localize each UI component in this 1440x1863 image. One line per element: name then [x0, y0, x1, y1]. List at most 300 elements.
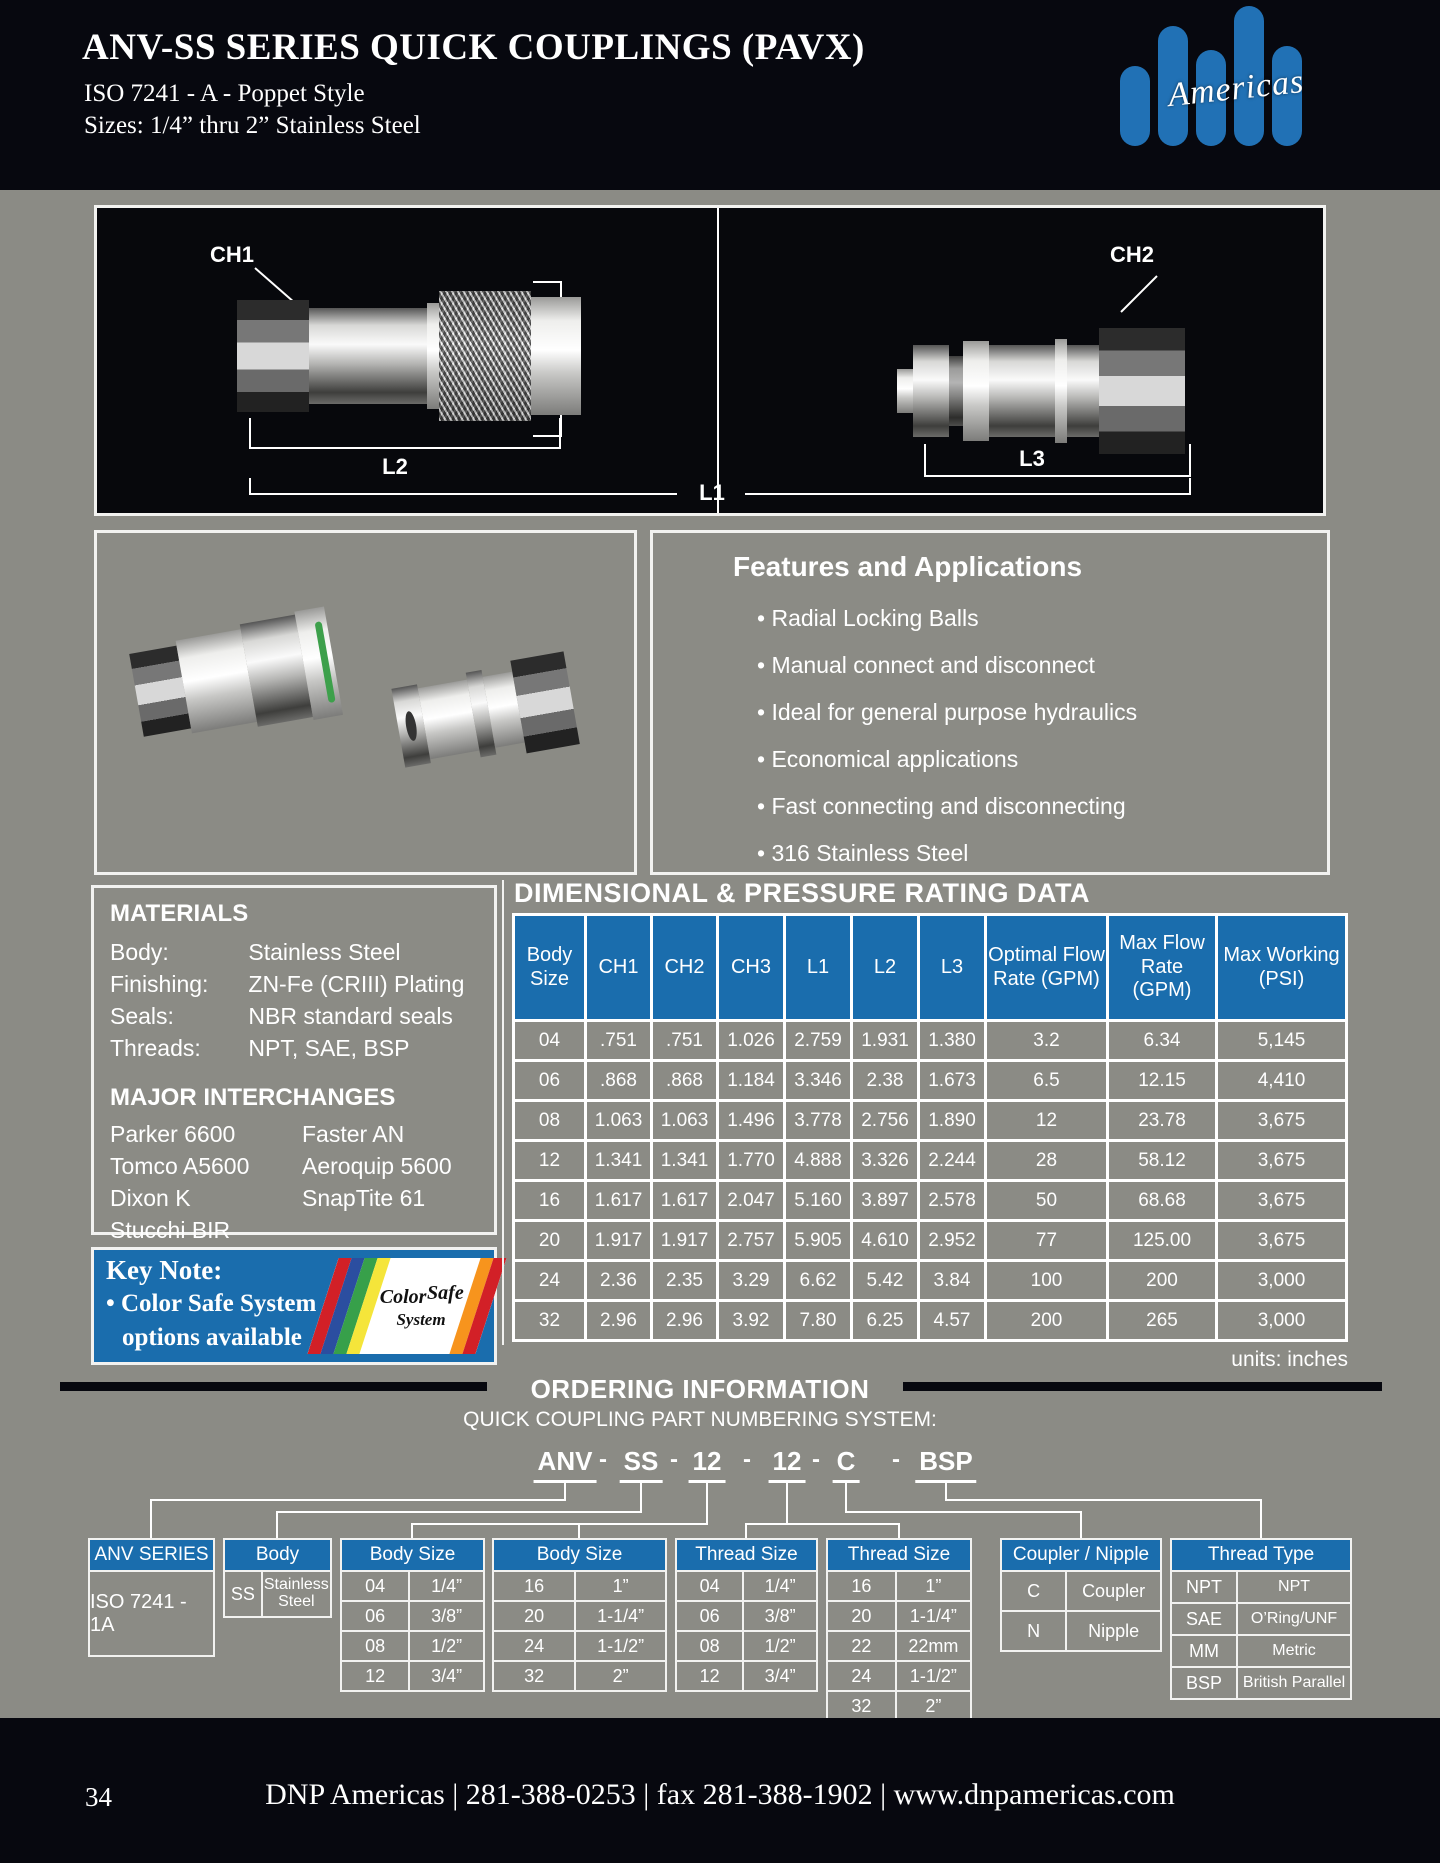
connector-line — [746, 1482, 787, 1538]
table-row — [515, 1222, 1345, 1259]
table-cell: 7.80 — [786, 1302, 850, 1339]
table-cell: 2.759 — [786, 1022, 850, 1059]
dimension-label-l1: L1 — [699, 480, 725, 505]
code-cell: 04 — [677, 1572, 742, 1600]
table-cell: 12.15 — [1109, 1062, 1215, 1099]
part-separator: - — [812, 1446, 820, 1473]
nipple-photo — [385, 624, 584, 802]
table-cell: 32 — [515, 1302, 584, 1339]
value-cell: NPT — [1238, 1572, 1350, 1602]
table-cell: 1.917 — [653, 1222, 716, 1259]
table-cell: 5.42 — [853, 1262, 917, 1299]
coupling-part — [1055, 339, 1067, 443]
table-header-row — [515, 916, 1345, 1019]
table-row — [515, 1142, 1345, 1179]
interchange-item: Dixon K — [110, 1185, 191, 1211]
table-cell: 1.063 — [587, 1102, 650, 1139]
ordering-box-coupler-nipple — [1000, 1538, 1162, 1652]
connector-line — [412, 1482, 707, 1538]
ordering-row — [1172, 1668, 1350, 1698]
code-cell: 08 — [677, 1632, 742, 1660]
ordering-row — [1172, 1572, 1350, 1602]
interchange-item: SnapTite 61 — [302, 1185, 426, 1211]
key-note-line2: options available — [122, 1324, 302, 1351]
logo-americas-text: Americas — [1166, 62, 1306, 115]
table-cell: 6.34 — [1109, 1022, 1215, 1059]
dimension-diagram-panel — [94, 205, 1326, 516]
code-cell: 12 — [677, 1662, 742, 1690]
feature-item: • Radial Locking Balls — [757, 595, 1311, 642]
table-cell: 12 — [515, 1142, 584, 1179]
table-body — [515, 1022, 1345, 1339]
interchanges-columns — [110, 1118, 494, 1246]
code-cell: 24 — [494, 1632, 574, 1660]
feature-item: • Fast connecting and disconnecting — [757, 783, 1311, 830]
table-cell: 08 — [515, 1102, 584, 1139]
features-list — [733, 595, 1311, 877]
page-header — [0, 0, 1440, 190]
table-cell: 1.026 — [719, 1022, 783, 1059]
table-cell: 12 — [987, 1102, 1106, 1139]
ordering-row — [494, 1602, 665, 1630]
value-cell: 22mm — [897, 1632, 970, 1660]
l1-line-left — [250, 478, 677, 494]
table-cell: 1.617 — [653, 1182, 716, 1219]
ordering-row — [1172, 1636, 1350, 1666]
table-cell: 2.96 — [653, 1302, 716, 1339]
dnp-americas-logo — [1120, 4, 1350, 164]
table-cell: 3,675 — [1218, 1222, 1345, 1259]
table-cell: 3.778 — [786, 1102, 850, 1139]
interchange-item: Tomco A5600 — [110, 1153, 250, 1179]
value-cell: 3/8” — [744, 1602, 816, 1630]
table-cell: 3.346 — [786, 1062, 850, 1099]
connector-line — [151, 1482, 565, 1538]
dimension-label-l2: L2 — [382, 454, 408, 479]
table-cell: 50 — [987, 1182, 1106, 1219]
material-label: Seals: — [110, 1003, 174, 1029]
code-cell: 08 — [342, 1632, 408, 1660]
code-cell: 22 — [828, 1632, 895, 1660]
coupling-part — [309, 308, 427, 404]
code-cell: 24 — [828, 1662, 895, 1690]
materials-rows — [110, 936, 494, 1064]
value-cell: 2” — [897, 1692, 970, 1720]
table-cell: 265 — [1109, 1302, 1215, 1339]
code-cell: SS — [225, 1572, 261, 1616]
table-cell: .751 — [653, 1022, 716, 1059]
valve-poppet — [404, 710, 419, 741]
features-panel — [650, 530, 1330, 875]
coupling-part — [897, 369, 913, 413]
column-header: CH2 — [653, 916, 716, 1019]
value-cell: British Parallel — [1238, 1668, 1350, 1698]
ordering-row — [494, 1572, 665, 1600]
part-separator: - — [599, 1446, 607, 1473]
value-cell: 1/4” — [744, 1572, 816, 1600]
table-row — [515, 1262, 1345, 1299]
ordering-box-header: Body — [225, 1540, 330, 1570]
ordering-row — [677, 1572, 816, 1600]
table-cell: 5.160 — [786, 1182, 850, 1219]
dimensional-data-title: DIMENSIONAL & PRESSURE RATING DATA — [514, 878, 1091, 908]
table-cell: 2.047 — [719, 1182, 783, 1219]
ordering-box-header: Thread Type — [1172, 1540, 1350, 1570]
ordering-row — [677, 1632, 816, 1660]
code-cell: 16 — [828, 1572, 895, 1600]
material-value: NPT, SAE, BSP — [248, 1035, 410, 1061]
ordering-row — [1002, 1612, 1160, 1650]
coupling-part — [439, 291, 531, 421]
ordering-box-thread-size-2 — [826, 1538, 972, 1722]
table-cell: 2.578 — [920, 1182, 984, 1219]
page-title: ANV-SS SERIES QUICK COUPLINGS (PAVX) — [82, 27, 865, 68]
interchange-item: Faster AN — [302, 1121, 405, 1147]
table-cell: 200 — [1109, 1262, 1215, 1299]
nipple-illustration — [897, 298, 1185, 483]
connector-line — [946, 1482, 1261, 1538]
footer-contact: DNP Americas | 281-388-0253 | fax 281-388-1902 | www.dnpamericas.com — [265, 1778, 1175, 1811]
table-cell: 5.905 — [786, 1222, 850, 1259]
column-header: CH1 — [587, 916, 650, 1019]
coupling-part — [1067, 345, 1099, 437]
code-cell: 06 — [342, 1602, 408, 1630]
coupling-part — [949, 356, 963, 426]
ordering-box-thread-size-1 — [675, 1538, 818, 1692]
column-header: L1 — [786, 916, 850, 1019]
logo-word-color: Color — [379, 1286, 427, 1308]
page-number: 34 — [85, 1782, 112, 1812]
table-cell: .751 — [587, 1022, 650, 1059]
value-cell: 1/2” — [744, 1632, 816, 1660]
page-footer — [0, 1718, 1440, 1863]
dimension-label-ch1: CH1 — [209, 242, 254, 267]
column-header: L2 — [853, 916, 917, 1019]
coupling-part — [237, 300, 309, 412]
table-row — [515, 1102, 1345, 1139]
ordering-row — [1172, 1604, 1350, 1634]
ordering-row — [677, 1602, 816, 1630]
ordering-box-rows — [1172, 1572, 1350, 1698]
section-rule — [502, 880, 504, 1345]
feature-item: • 316 Stainless Steel — [757, 830, 1311, 877]
table-cell: 24 — [515, 1262, 584, 1299]
table-row — [515, 1062, 1345, 1099]
material-value: ZN-Fe (CRIII) Plating — [248, 971, 465, 997]
table-cell: 1.890 — [920, 1102, 984, 1139]
table-cell: 4.57 — [920, 1302, 984, 1339]
code-cell: C — [1002, 1572, 1065, 1610]
table-cell: 125.00 — [1109, 1222, 1215, 1259]
table-cell: 100 — [987, 1262, 1106, 1299]
column-header: Optimal Flow Rate (GPM) — [987, 916, 1106, 1019]
key-note-line1: • Color Safe System — [106, 1290, 317, 1317]
interchange-item: Parker 6600 — [110, 1121, 236, 1147]
table-cell: 2.952 — [920, 1222, 984, 1259]
coupling-part — [913, 345, 949, 437]
ordering-row — [677, 1662, 816, 1690]
connector-line — [846, 1482, 1081, 1538]
table-cell: 2.35 — [653, 1262, 716, 1299]
connector-line — [277, 1482, 641, 1538]
table-cell: 1.341 — [653, 1142, 716, 1179]
ordering-box-rows — [828, 1572, 970, 1720]
table-cell: 1.380 — [920, 1022, 984, 1059]
code-cell: NPT — [1172, 1572, 1236, 1602]
ordering-box-header: Body Size — [342, 1540, 483, 1570]
table-cell: 3.29 — [719, 1262, 783, 1299]
table-cell: 3.326 — [853, 1142, 917, 1179]
part-segment-bodysize: 12 — [689, 1446, 726, 1483]
table-cell: 2.38 — [853, 1062, 917, 1099]
table-cell: 68.68 — [1109, 1182, 1215, 1219]
value-cell: 1-1/2” — [576, 1632, 665, 1660]
table-cell: 6.5 — [987, 1062, 1106, 1099]
ordering-box-header: Thread Size — [677, 1540, 816, 1570]
table-cell: 1.341 — [587, 1142, 650, 1179]
table-cell: 4,410 — [1218, 1062, 1345, 1099]
interchanges-left-column — [110, 1118, 302, 1246]
table-cell: 1.931 — [853, 1022, 917, 1059]
ordering-row — [828, 1662, 970, 1690]
feature-item: • Economical applications — [757, 736, 1311, 783]
column-header: Max Working (PSI) — [1218, 916, 1345, 1019]
table-cell: 6.25 — [853, 1302, 917, 1339]
value-cell: 1” — [576, 1572, 665, 1600]
ordering-box-header: ANV SERIES — [90, 1540, 213, 1570]
ordering-row — [342, 1632, 483, 1660]
table-cell: 2.757 — [719, 1222, 783, 1259]
logo-bar — [1120, 66, 1150, 146]
feature-item: • Ideal for general purpose hydraulics — [757, 689, 1311, 736]
part-separator: - — [892, 1446, 900, 1473]
material-row — [110, 936, 494, 968]
table-cell: 77 — [987, 1222, 1106, 1259]
table-cell: 4.610 — [853, 1222, 917, 1259]
table-cell: 3,000 — [1218, 1302, 1345, 1339]
code-cell: N — [1002, 1612, 1065, 1650]
coupling-part — [427, 303, 439, 409]
ordering-row — [828, 1572, 970, 1600]
page-subtitle-1: ISO 7241 - A - Poppet Style — [84, 80, 365, 107]
table-cell: 2.756 — [853, 1102, 917, 1139]
ordering-box-body-size-1 — [340, 1538, 485, 1692]
part-segment-body: SS — [620, 1446, 663, 1483]
logo-word-system: System — [396, 1310, 446, 1329]
ordering-box-header: Coupler / Nipple — [1002, 1540, 1160, 1570]
ordering-title: ORDERING INFORMATION — [530, 1374, 870, 1404]
code-cell: MM — [1172, 1636, 1236, 1666]
ordering-box-rows — [342, 1572, 483, 1690]
material-value: NBR standard seals — [248, 1003, 453, 1029]
table-cell: .868 — [653, 1062, 716, 1099]
coupling-part — [989, 345, 1055, 437]
ordering-row — [342, 1572, 483, 1600]
table-cell: 1.496 — [719, 1102, 783, 1139]
key-note-box — [91, 1247, 497, 1365]
table-cell: 1.063 — [653, 1102, 716, 1139]
ordering-row — [225, 1572, 330, 1616]
coupling-part — [531, 297, 581, 415]
ordering-row — [828, 1602, 970, 1630]
table-cell: 3.2 — [987, 1022, 1106, 1059]
table-cell: 3,000 — [1218, 1262, 1345, 1299]
code-cell: 06 — [677, 1602, 742, 1630]
code-cell: 20 — [494, 1602, 574, 1630]
material-row — [110, 1000, 494, 1032]
part-separator: - — [670, 1446, 678, 1473]
table-cell: 2.36 — [587, 1262, 650, 1299]
table-cell: 3.897 — [853, 1182, 917, 1219]
product-photo-panel — [94, 530, 637, 875]
ordering-box-header: Body Size — [494, 1540, 665, 1570]
ordering-row — [342, 1662, 483, 1690]
column-header: L3 — [920, 916, 984, 1019]
ordering-box-rows — [1002, 1572, 1160, 1650]
table-cell: 6.62 — [786, 1262, 850, 1299]
material-row — [110, 968, 494, 1000]
materials-title: MATERIALS — [110, 900, 249, 927]
material-label: Threads: — [110, 1035, 201, 1061]
code-cell: 04 — [342, 1572, 408, 1600]
code-cell: 32 — [494, 1662, 574, 1690]
value-cell: Nipple — [1067, 1612, 1160, 1650]
connector-line — [787, 1524, 899, 1538]
dimension-label-l3: L3 — [1019, 446, 1045, 471]
code-cell: 16 — [494, 1572, 574, 1600]
value-cell: Coupler — [1067, 1572, 1160, 1610]
value-cell: 1/2” — [410, 1632, 483, 1660]
code-cell: 32 — [828, 1692, 895, 1720]
interchanges-title: MAJOR INTERCHANGES — [110, 1084, 396, 1111]
features-title: Features and Applications — [733, 551, 1083, 582]
color-safe-system-logo — [307, 1258, 506, 1354]
ordering-box-rows — [225, 1572, 330, 1616]
material-label: Finishing: — [110, 971, 209, 997]
table-cell: 23.78 — [1109, 1102, 1215, 1139]
code-cell: 12 — [342, 1662, 408, 1690]
part-segment-coupler: C — [833, 1446, 860, 1483]
table-row — [515, 1182, 1345, 1219]
value-cell: Stainless Steel — [263, 1572, 330, 1616]
ordering-row — [342, 1602, 483, 1630]
page-subtitle-2: Sizes: 1/4” thru 2” Stainless Steel — [84, 112, 421, 139]
material-value: Stainless Steel — [248, 939, 401, 965]
code-cell: BSP — [1172, 1668, 1236, 1698]
value-cell: 1-1/4” — [897, 1602, 970, 1630]
table-row — [515, 1022, 1345, 1059]
ordering-subtitle: QUICK COUPLING PART NUMBERING SYSTEM: — [463, 1408, 937, 1431]
table-row — [515, 1302, 1345, 1339]
value-cell: 3/8” — [410, 1602, 483, 1630]
ordering-row — [828, 1692, 970, 1720]
table-cell: 1.617 — [587, 1182, 650, 1219]
table-cell: 3.92 — [719, 1302, 783, 1339]
table-cell: 1.673 — [920, 1062, 984, 1099]
logo-word-safe: Safe — [427, 1282, 464, 1304]
part-segment-threadsize: 12 — [769, 1446, 806, 1483]
green-seal-ring — [315, 621, 336, 703]
table-cell: 3,675 — [1218, 1182, 1345, 1219]
code-cell: SAE — [1172, 1604, 1236, 1634]
ordering-box-header: Thread Size — [828, 1540, 970, 1570]
column-header: Max Flow Rate (GPM) — [1109, 916, 1215, 1019]
interchange-item: Aeroquip 5600 — [302, 1153, 452, 1179]
table-cell: 3.84 — [920, 1262, 984, 1299]
ordering-box-anv-series — [88, 1538, 215, 1657]
ordering-row — [494, 1662, 665, 1690]
interchanges-right-column — [302, 1118, 452, 1246]
table-cell: 04 — [515, 1022, 584, 1059]
value-cell: 1-1/4” — [576, 1602, 665, 1630]
table-cell: 20 — [515, 1222, 584, 1259]
coupling-part — [1099, 328, 1185, 454]
value-cell: 3/4” — [410, 1662, 483, 1690]
value-cell: 1” — [897, 1572, 970, 1600]
table-cell: 1.917 — [587, 1222, 650, 1259]
table-cell: 200 — [987, 1302, 1106, 1339]
ordering-box-rows — [494, 1572, 665, 1690]
ordering-row — [828, 1632, 970, 1660]
table-cell: 3,675 — [1218, 1102, 1345, 1139]
value-cell: 1/4” — [410, 1572, 483, 1600]
value-cell: Metric — [1238, 1636, 1350, 1666]
ordering-box-rows — [677, 1572, 816, 1690]
table-cell: 3,675 — [1218, 1142, 1345, 1179]
materials-panel — [91, 885, 497, 1243]
units-note: units: inches — [1231, 1348, 1348, 1371]
ordering-box-body — [223, 1538, 332, 1618]
value-cell: O’Ring/UNF — [1238, 1604, 1350, 1634]
table-cell: .868 — [587, 1062, 650, 1099]
coupler-photo — [122, 577, 348, 779]
table-cell: 58.12 — [1109, 1142, 1215, 1179]
table-cell: 1.770 — [719, 1142, 783, 1179]
ordering-box-body-size-2 — [492, 1538, 667, 1692]
ordering-box-thread-type — [1170, 1538, 1352, 1700]
interchange-item: Stucchi BIR — [110, 1217, 231, 1243]
table-cell: 06 — [515, 1062, 584, 1099]
part-segment-threadtype: BSP — [915, 1446, 976, 1483]
value-cell: 3/4” — [744, 1662, 816, 1690]
value-cell: 2” — [576, 1662, 665, 1690]
column-header: CH3 — [719, 916, 783, 1019]
dimensional-table — [512, 913, 1348, 1342]
ordering-row — [494, 1632, 665, 1660]
value-cell: 1-1/2” — [897, 1662, 970, 1690]
table-cell: 2.244 — [920, 1142, 984, 1179]
ordering-box-value: ISO 7241 - 1A — [90, 1572, 213, 1655]
key-note-title: Key Note: — [106, 1255, 223, 1285]
table-cell: 28 — [987, 1142, 1106, 1179]
column-header: Body Size — [515, 916, 584, 1019]
part-number-connectors — [0, 1479, 1440, 1539]
dimension-label-ch2: CH2 — [1109, 242, 1154, 267]
material-label: Body: — [110, 939, 169, 965]
table-cell: 4.888 — [786, 1142, 850, 1179]
part-segment-series: ANV — [534, 1446, 597, 1483]
table-cell: 16 — [515, 1182, 584, 1219]
part-separator: - — [743, 1446, 751, 1473]
table-cell: 2.96 — [587, 1302, 650, 1339]
code-cell: 20 — [828, 1602, 895, 1630]
material-row — [110, 1032, 494, 1064]
table-cell: 1.184 — [719, 1062, 783, 1099]
coupler-illustration — [237, 256, 581, 456]
ordering-row — [1002, 1572, 1160, 1610]
feature-item: • Manual connect and disconnect — [757, 642, 1311, 689]
table-cell: 5,145 — [1218, 1022, 1345, 1059]
